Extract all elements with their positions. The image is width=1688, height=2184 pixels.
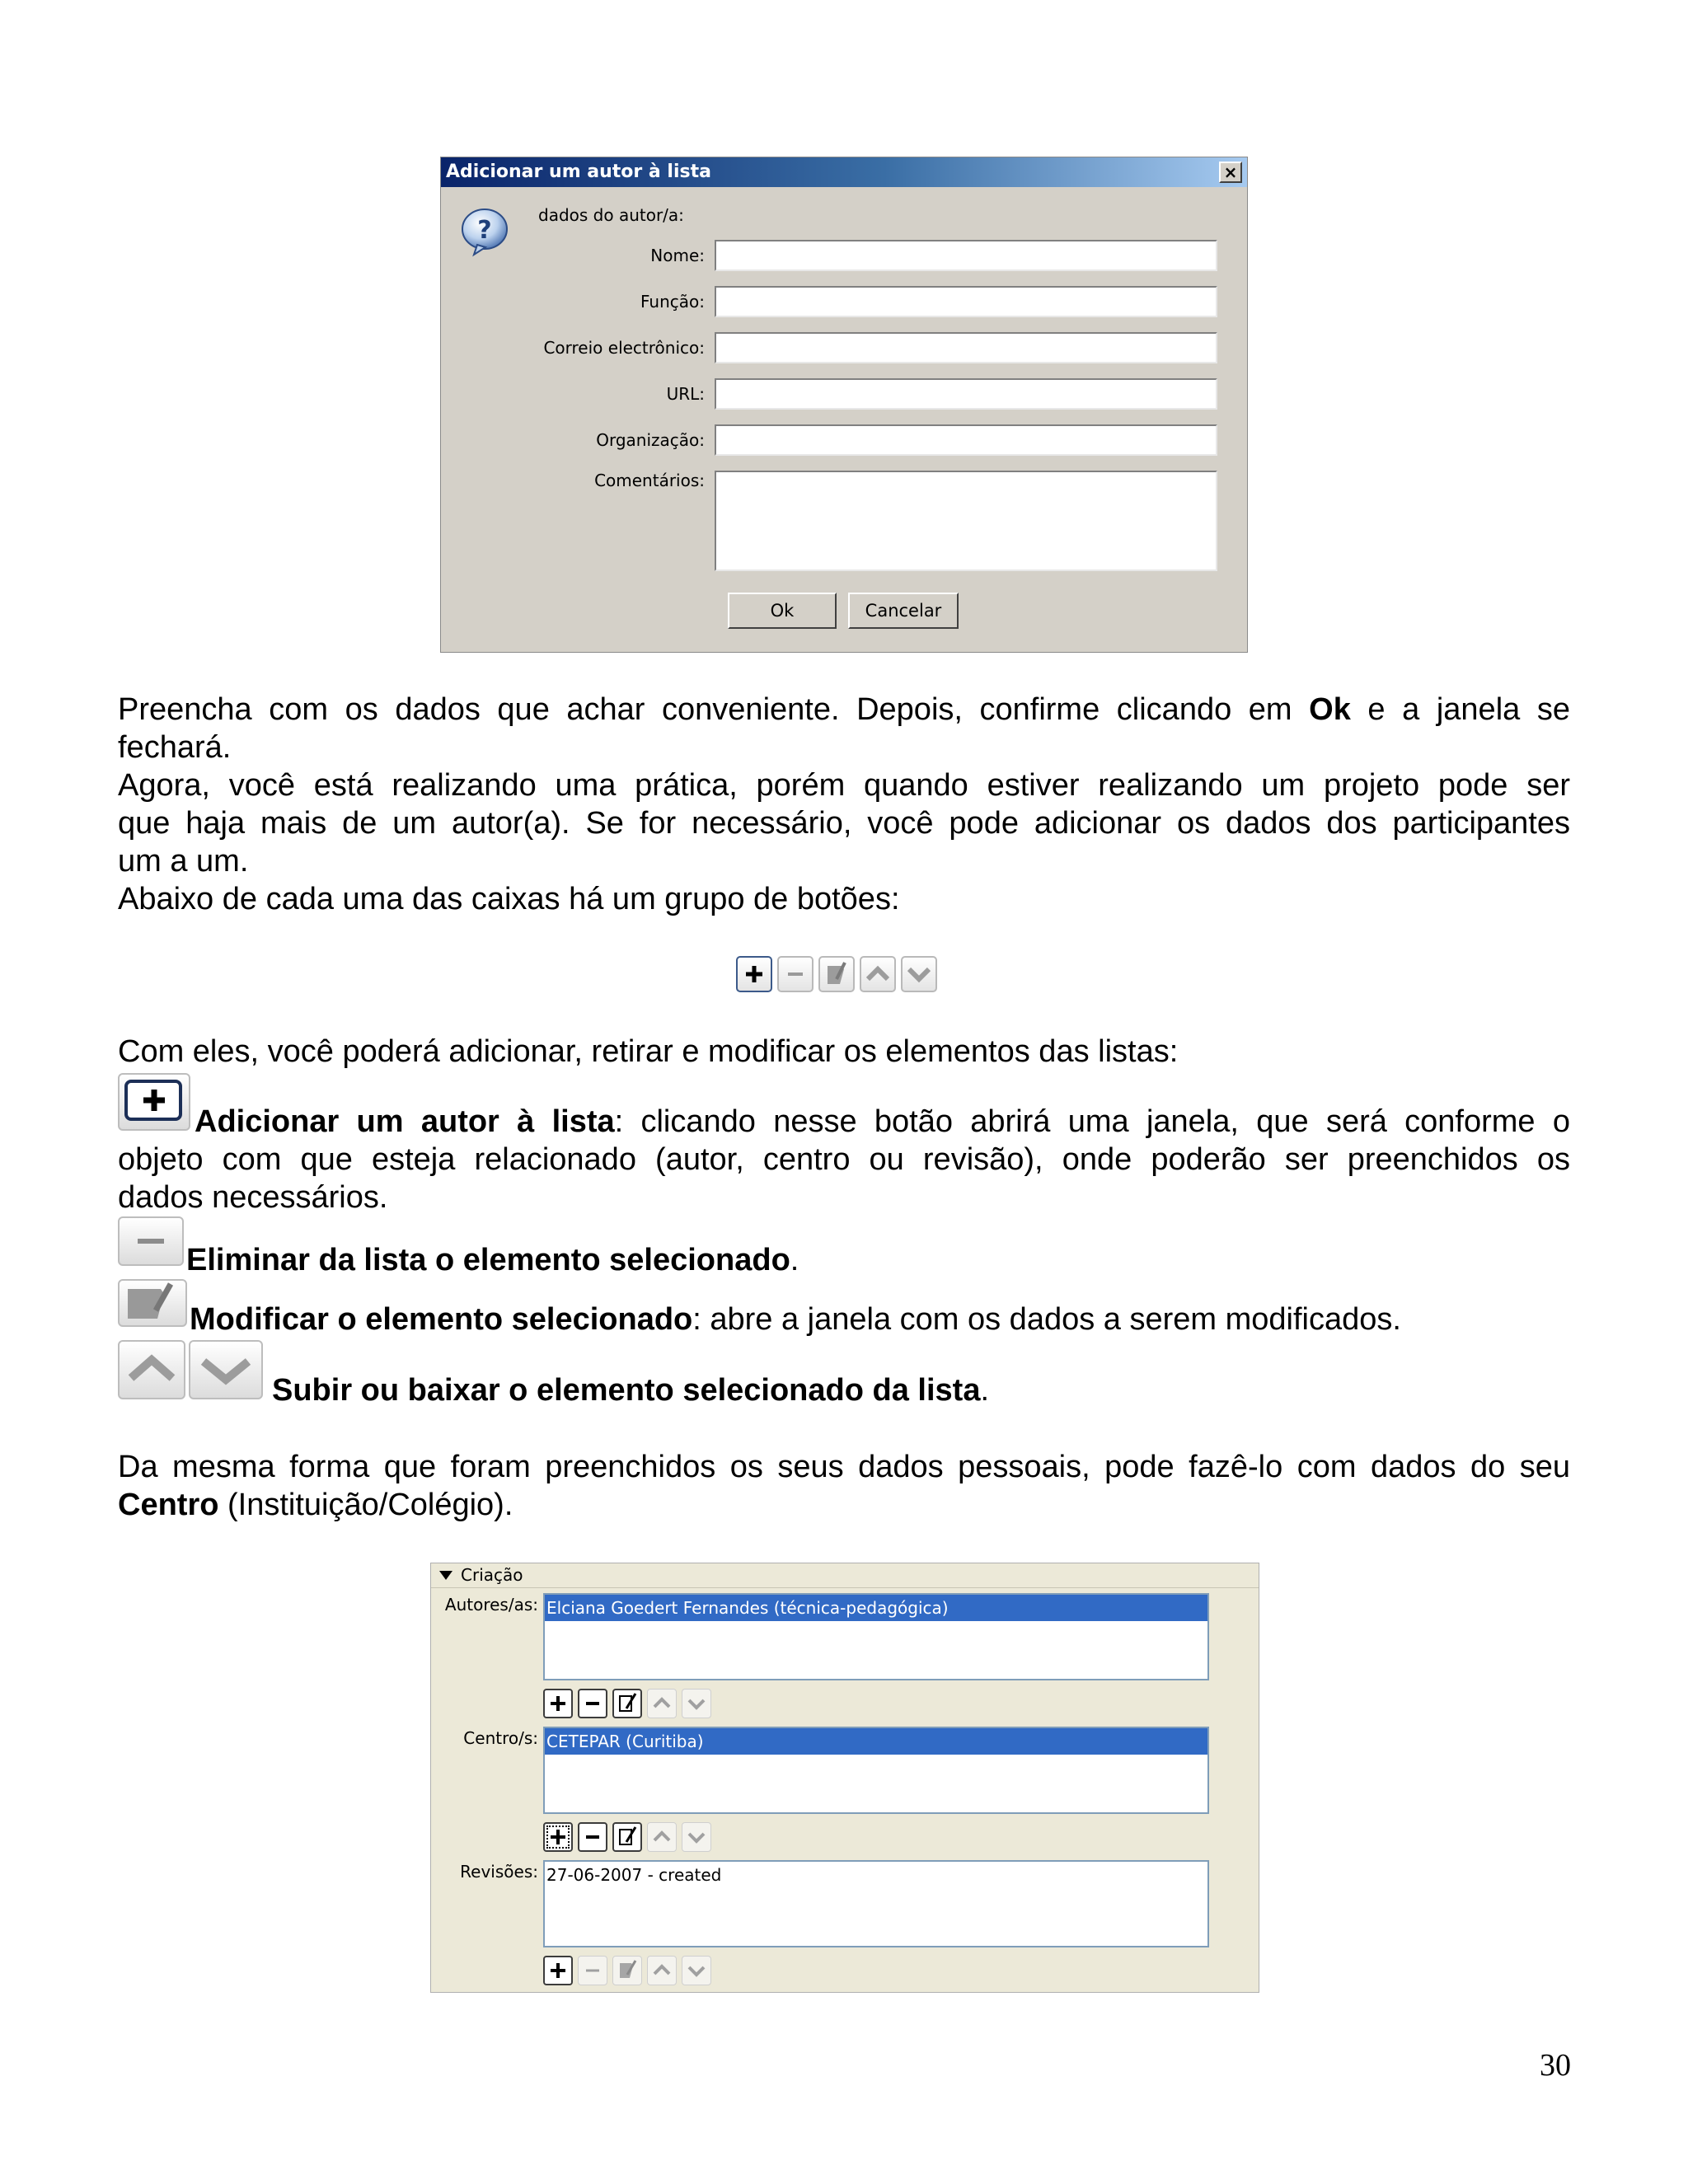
p1-ok-bold: Ok — [1309, 692, 1351, 727]
organization-label: Organização: — [596, 430, 705, 450]
url-label: URL: — [666, 384, 705, 404]
list-item[interactable]: 27-06-2007 - created — [546, 1865, 722, 1885]
p3-text: Abaixo de cada uma das caixas há um grupo de botões: — [118, 882, 900, 916]
button-group-illustration — [736, 956, 942, 992]
move-up-icon[interactable] — [647, 1822, 677, 1852]
modify-description — [190, 1301, 1570, 1338]
edit-icon[interactable] — [612, 1822, 642, 1852]
paragraph-with-them — [118, 1033, 1570, 1071]
paragraph-button-group — [118, 880, 1570, 918]
organization-field[interactable] — [715, 424, 1217, 456]
p5-centro-bold: Centro — [118, 1488, 219, 1522]
p2-line-2: que haja mais de um autor(a). Se for necessário, você pode adicionar os dados dos participantes — [118, 806, 1570, 841]
add-author-dialog — [440, 157, 1248, 653]
move-description — [272, 1371, 1570, 1409]
add-icon-large — [118, 1073, 190, 1131]
p4-text: Com eles, você poderá adicionar, retirar e modificar os elementos das listas: — [118, 1034, 1179, 1069]
section-header[interactable] — [431, 1563, 1259, 1588]
authors-list[interactable] — [543, 1593, 1209, 1680]
email-field[interactable] — [715, 332, 1217, 363]
add-bold: Adicionar um autor à lista — [195, 1104, 615, 1139]
paragraph-multiple-authors — [118, 766, 1570, 880]
remove-icon[interactable] — [578, 1689, 607, 1718]
add-description-line-1 — [195, 1103, 1570, 1141]
modify-rest: : abre a janela com os dados a serem modificados. — [692, 1302, 1401, 1337]
add-rest: : clicando nesse botão abrirá uma janela, que será conforme o — [614, 1104, 1570, 1139]
move-up-icon[interactable] — [647, 1956, 677, 1985]
move-down-icon — [901, 956, 937, 992]
list-item[interactable]: CETEPAR (Curitiba) — [545, 1728, 1207, 1755]
p1-text-c: fechará. — [118, 730, 232, 765]
svg-text:?: ? — [477, 216, 492, 245]
name-label: Nome: — [650, 246, 705, 265]
move-down-icon-large — [189, 1340, 263, 1399]
p1-text-b: e a janela se — [1350, 692, 1570, 727]
add-line-2: objeto com que esteja relacionado (autor, centro ou revisão), onde poderão ser preenchidos os — [118, 1142, 1570, 1177]
edit-icon-large — [118, 1279, 187, 1327]
page-number: 30 — [1540, 2048, 1571, 2083]
remove-icon[interactable] — [578, 1822, 607, 1852]
ok-button[interactable]: Ok — [728, 593, 837, 629]
email-label: Correio electrônico: — [543, 338, 705, 358]
move-down-icon[interactable] — [682, 1956, 711, 1985]
creation-panel — [430, 1563, 1259, 1993]
section-title: Criação — [461, 1565, 523, 1585]
remove-description — [186, 1241, 1570, 1279]
add-icon — [736, 956, 772, 992]
comments-label: Comentários: — [594, 471, 705, 490]
dialog-heading: dados do autor/a: — [538, 205, 684, 225]
revisions-toolbar — [543, 1956, 716, 1985]
centers-label: Centro/s: — [463, 1728, 538, 1748]
add-line-3: dados necessários. — [118, 1180, 388, 1215]
list-item[interactable]: Elciana Goedert Fernandes (técnica-pedagógica) — [545, 1595, 1207, 1621]
edit-icon[interactable] — [612, 1689, 642, 1718]
move-up-icon — [860, 956, 896, 992]
p5-rest: (Instituição/Colégio). — [218, 1488, 513, 1522]
remove-icon[interactable] — [578, 1956, 607, 1985]
remove-icon-large — [118, 1216, 184, 1266]
move-down-icon[interactable] — [682, 1822, 711, 1852]
move-end: . — [980, 1373, 990, 1408]
remove-bold: Eliminar da lista o elemento selecionado — [186, 1243, 790, 1277]
revisions-label: Revisões: — [460, 1862, 538, 1882]
add-icon[interactable] — [543, 1822, 573, 1852]
move-up-icon-large — [118, 1340, 185, 1399]
centers-list[interactable] — [543, 1727, 1209, 1814]
function-label: Função: — [640, 292, 705, 312]
edit-icon[interactable] — [612, 1956, 642, 1985]
cancel-button[interactable]: Cancelar — [848, 593, 959, 629]
function-field[interactable] — [715, 286, 1217, 317]
name-field[interactable] — [715, 240, 1217, 271]
add-icon[interactable] — [543, 1956, 573, 1985]
edit-icon — [818, 956, 855, 992]
move-down-icon[interactable] — [682, 1689, 711, 1718]
move-bold: Subir ou baixar o elemento selecionado da lista — [272, 1373, 981, 1408]
close-icon[interactable]: × — [1219, 162, 1242, 183]
add-icon[interactable] — [543, 1689, 573, 1718]
comments-field[interactable] — [715, 471, 1217, 571]
paragraph-fill-data — [118, 691, 1570, 766]
p2-line-3: um a um. — [118, 844, 249, 879]
collapse-triangle-icon[interactable] — [439, 1571, 452, 1580]
remove-end: . — [790, 1243, 799, 1277]
dialog-title: Adicionar um autor à lista — [441, 157, 1247, 187]
modify-bold: Modificar o elemento selecionado — [190, 1302, 693, 1337]
url-field[interactable] — [715, 378, 1217, 410]
paragraph-centro — [118, 1448, 1570, 1524]
authors-label: Autores/as: — [444, 1595, 538, 1615]
p5-line-1: Da mesma forma que foram preenchidos os seus dados pessoais, pode fazê-lo com dados do seu — [118, 1450, 1570, 1484]
centers-toolbar — [543, 1822, 716, 1852]
authors-toolbar — [543, 1689, 716, 1718]
remove-icon — [777, 956, 814, 992]
move-up-icon[interactable] — [647, 1689, 677, 1718]
add-description-continued — [118, 1141, 1570, 1216]
revisions-list[interactable] — [543, 1860, 1209, 1947]
p1-text-a: Preencha com os dados que achar conveniente. Depois, confirme clicando em — [118, 692, 1310, 727]
p2-line-1: Agora, você está realizando uma prática, porém quando estiver realizando um projeto pode ser — [118, 768, 1570, 803]
